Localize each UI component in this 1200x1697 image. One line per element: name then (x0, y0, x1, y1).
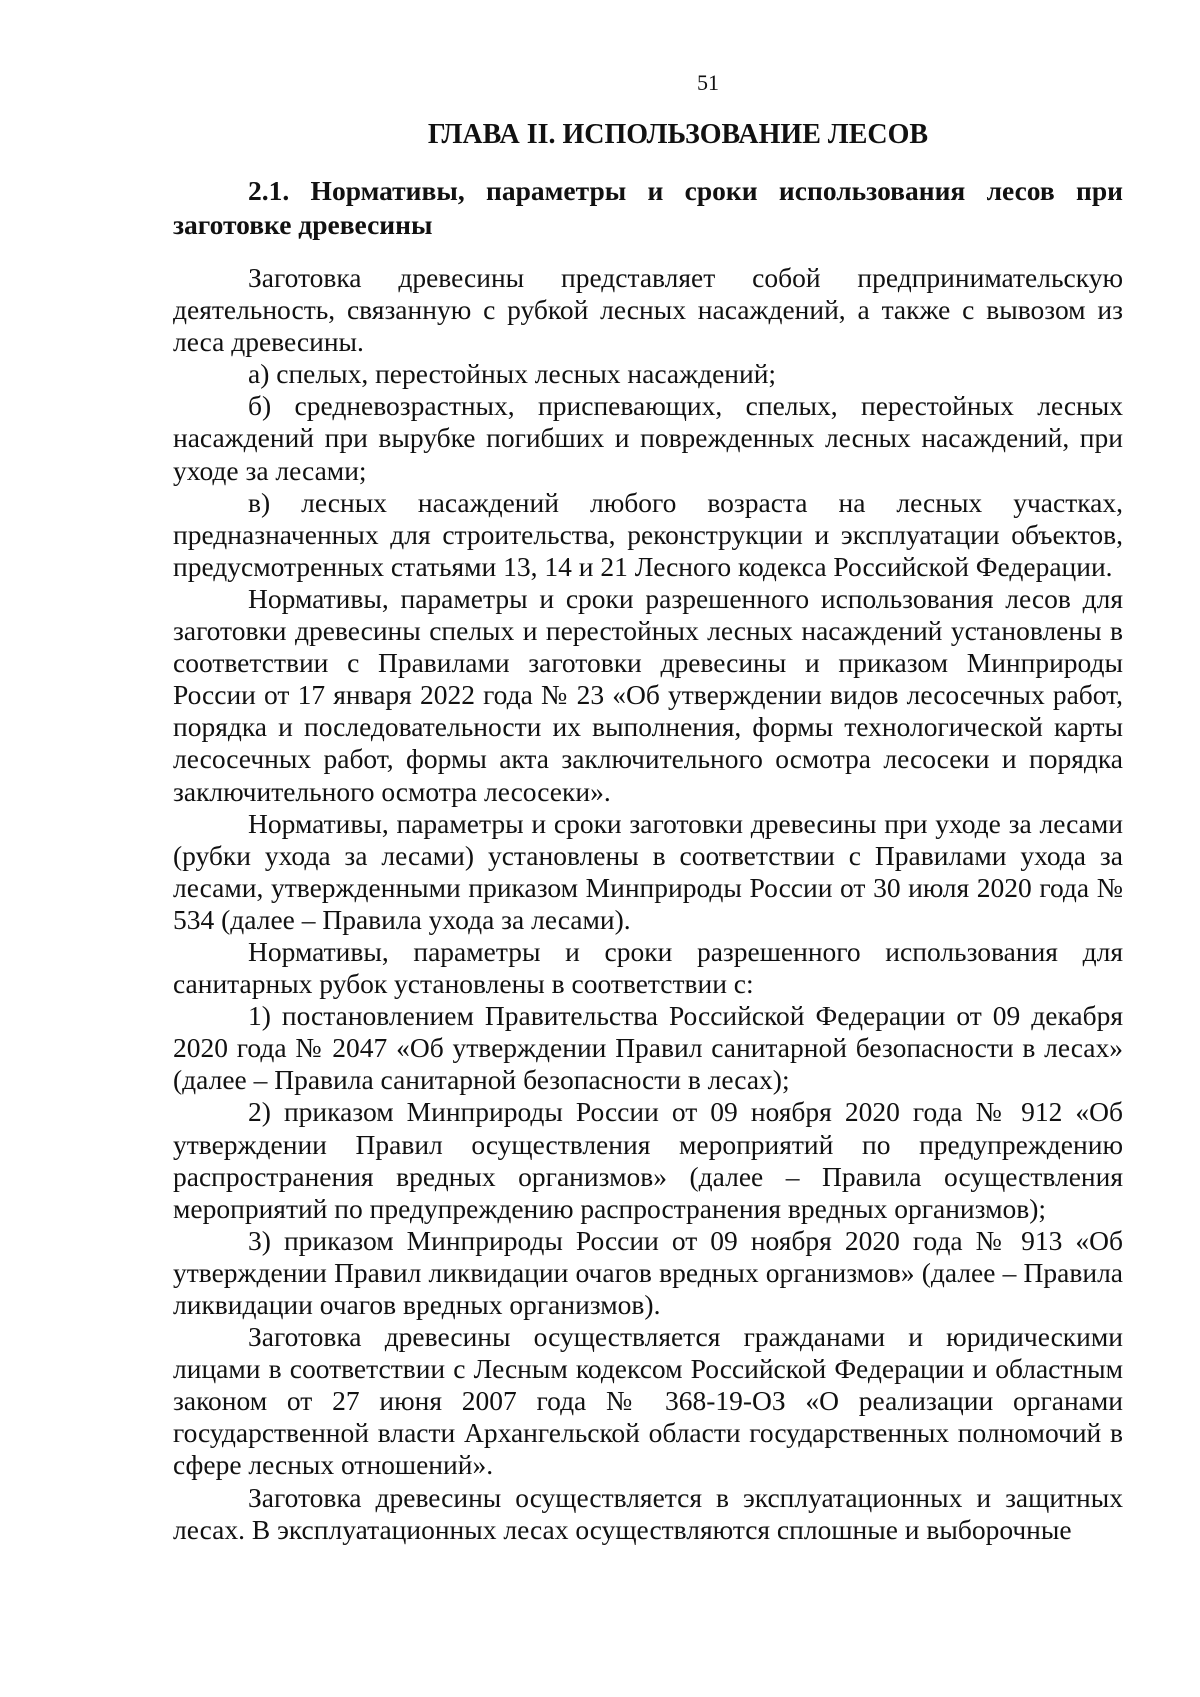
document-page (173, 70, 1123, 1546)
list-item-3: 3) приказом Минприроды России от 09 ноября 2020 года № 913 «Об утверждении Правил ликвидации очагов вредных организмов» (далее – Правила ликвидации очагов вредных организмов). (173, 1224, 1123, 1320)
list-item-1: 1) постановлением Правительства Российской Федерации от 09 декабря 2020 года № 2047 «Об утверждении Правил санитарной безопасности в лесах» (далее – Правила санитарной безопасности в лесах); (173, 1000, 1123, 1096)
list-item-2: 2) приказом Минприроды России от 09 ноября 2020 года № 912 «Об утверждении Правил осуществления мероприятий по предупреждению распространения вредных организмов» (далее – Правила осуществления мероприятий по предупреждению распространения вредных организмов); (173, 1096, 1123, 1224)
paragraph: Нормативы, параметры и сроки разрешенного использования лесов для заготовки древесины спелых и перестойных лесных насаждений установлены в соответствии с Правилами заготовки древесины и приказом Минприроды России от 17 января 2022 года № 23 «Об утверждении видов лесосечных работ, порядка и последовательности их выполнения, формы технологической карты лесосечных работ, формы акта заключительного осмотра лесосеки и порядка заключительного осмотра лесосеки». (173, 582, 1123, 807)
paragraph: Заготовка древесины осуществляется в эксплуатационных и защитных лесах. В эксплуатационных лесах осуществляются сплошные и выборочные (173, 1481, 1123, 1545)
page-number: 51 (697, 70, 719, 95)
paragraph: Нормативы, параметры и сроки разрешенного использования для санитарных рубок установлены в соответствии с: (173, 935, 1123, 1000)
list-item-b: б) средневозрастных, приспевающих, спелых, перестойных лесных насаждений при вырубке погибших и поврежденных лесных насаждений, при уходе за лесами; (173, 390, 1123, 486)
paragraph: Нормативы, параметры и сроки заготовки древесины при уходе за лесами (рубки ухода за лесами) установлены в соответствии с Правилами ухода за лесами, утвержденными приказом Минприроды России от 30 июля 2020 года № 534 (далее – Правила ухода за лесами). (173, 807, 1123, 935)
section-title: 2.1. Нормативы, параметры и сроки использования лесов при заготовке древесины (173, 175, 1123, 240)
paragraph: Заготовка древесины осуществляется гражданами и юридическими лицами в соответствии с Лесным кодексом Российской Федерации и областным законом от 27 июня 2007 года № 368-19-ОЗ «О реализации органами государственной власти Архангельской области государственных полномочий в сфере лесных отношений». (173, 1321, 1123, 1481)
list-item-c: в) лесных насаждений любого возраста на лесных участках, предназначенных для строительства, реконструкции и эксплуатации объектов, предусмотренных статьями 13, 14 и 21 Лесного кодекса Российской Федерации. (173, 486, 1123, 582)
paragraph: Заготовка древесины представляет собой предпринимательскую деятельность, связанную с рубкой лесных насаждений, а также с вывозом из леса древесины. (173, 262, 1123, 358)
body-text (173, 262, 1123, 1546)
chapter-title: ГЛАВА II. ИСПОЛЬЗОВАНИЕ ЛЕСОВ (427, 119, 929, 150)
list-item-a: а) спелых, перестойных лесных насаждений; (248, 358, 777, 390)
